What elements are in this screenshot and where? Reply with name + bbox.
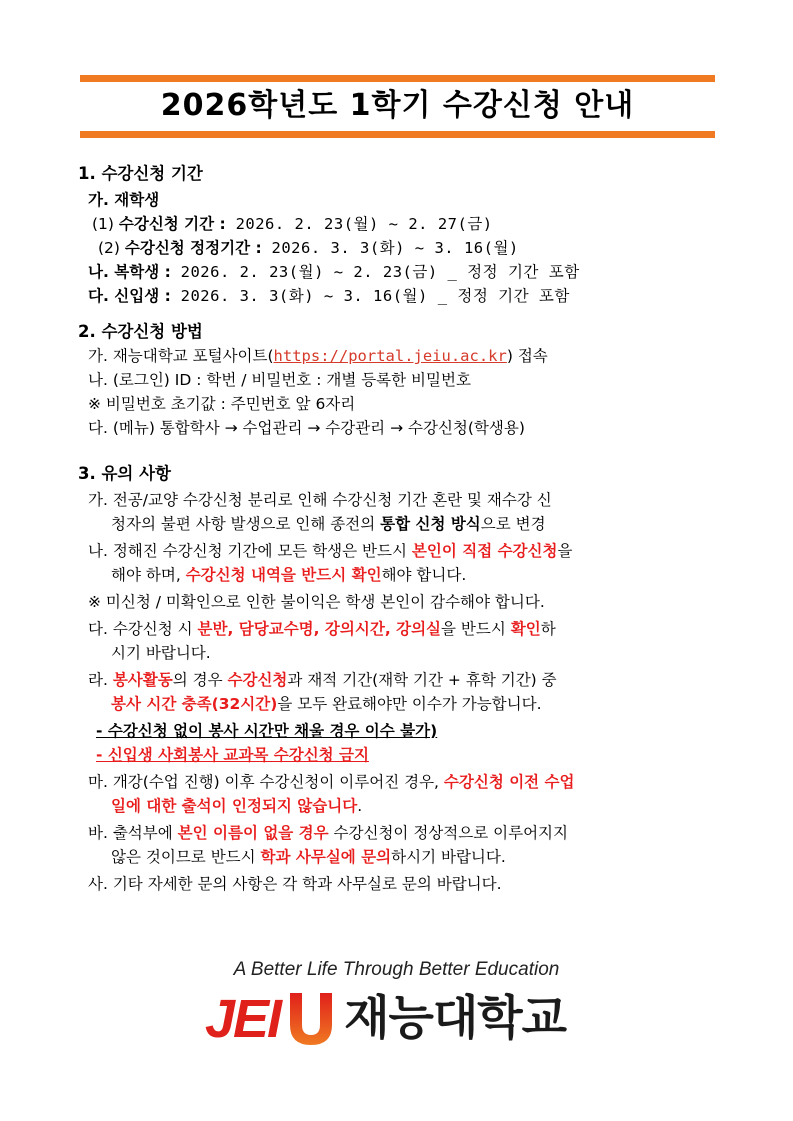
s3-na-line2 (78, 563, 718, 587)
s2-item-a (78, 344, 718, 368)
logo-jei-text: JEI (205, 989, 281, 1049)
s3-da-line1 (78, 617, 718, 641)
s3-ra2-red: 봉사 시간 충족(32시간) (111, 695, 278, 713)
s3-ra-line2 (78, 692, 718, 716)
s1-item-c (78, 284, 718, 308)
s3-ba2-post: 하시기 바랍니다. (391, 848, 506, 866)
s3-ra1-post: 과 재적 기간(재학 기간 + 휴학 기간) 중 (287, 671, 557, 689)
s2-item-b: 나. (로그인) ID : 학번 / 비밀번호 : 개별 등록한 비밀번호 (88, 371, 471, 389)
s3-na1-pre: 나. 정해진 수강신청 기간에 모든 학생은 반드시 (88, 542, 412, 560)
s3-na1-post: 을 (557, 542, 573, 560)
s1-b-label: 나. 복학생 : (88, 263, 171, 281)
s3-sa: 사. 기타 자세한 문의 사항은 각 학과 사무실로 문의 바랍니다. (88, 875, 502, 893)
s3-na2-post: 해야 합니다. (381, 566, 467, 584)
s1-a2-label: 수강신청 정정기간 : (124, 239, 262, 257)
s3-ra-line1 (78, 668, 718, 692)
s1-c-label: 다. 신입생 : (88, 287, 171, 305)
s1-a2-prefix: (2) (98, 239, 125, 257)
s3-ra1-pre: 라. (88, 671, 113, 689)
section-2-heading: 2. 수강신청 방법 (78, 322, 203, 341)
s3-na1-red: 본인이 직접 수강신청 (411, 542, 558, 560)
s2-note: ※ 비밀번호 초기값 : 주민번호 앞 6자리 (88, 395, 356, 413)
s3-ra1-red: 봉사활동 (112, 671, 173, 689)
s3-na2-pre: 해야 하며, (111, 566, 186, 584)
s3-da1-post: 하 (540, 620, 556, 638)
s3-da1-red2: 확인 (510, 620, 541, 638)
s2-item-c: 다. (메뉴) 통합학사 → 수업관리 → 수강관리 → 수강신청(학생용) (88, 419, 525, 437)
s1-a1-value: 2026. 2. 23(월) ~ 2. 27(금) (225, 215, 493, 233)
s2-a-post: ) 접속 (506, 347, 548, 365)
portal-link[interactable]: https://portal.jeiu.ac.kr (273, 347, 507, 365)
s3-ba-line1 (78, 821, 718, 845)
s3-ga2-pre: 청자의 불편 사항 발생으로 인해 종전의 (111, 515, 381, 533)
s3-ba1-post: 수강신청이 정상적으로 이루어지지 (328, 824, 568, 842)
s1-a1-prefix: (1) (92, 215, 119, 233)
s3-da1-pre: 다. 수강신청 시 (88, 620, 198, 638)
s2-a-pre: 가. 재능대학교 포털사이트( (88, 347, 274, 365)
notice-body (78, 162, 718, 896)
s3-ba1-pre: 바. 출석부에 (88, 824, 178, 842)
s3-na2-red: 수강신청 내역을 반드시 확인 (185, 566, 382, 584)
page-title: 2026학년도 1학기 수강신청 안내 (160, 88, 635, 123)
s3-ma1-red: 수강신청 이전 수업 (443, 773, 575, 791)
s3-ga-line2 (78, 512, 718, 536)
s1-item-b (78, 260, 718, 284)
s3-ra1-red2: 수강신청 (227, 671, 288, 689)
s1-item-a1 (78, 212, 718, 236)
university-logo (205, 988, 566, 1050)
s1-item-a: 가. 재학생 (88, 191, 160, 209)
s3-da1-red: 분반, 담당교수명, 강의시간, 강의실 (197, 620, 442, 638)
s3-ma1-pre: 마. 개강(수업 진행) 이후 수강신청이 이루어진 경우, (88, 773, 444, 791)
s3-ma2-red: 일에 대한 출석이 인정되지 않습니다 (111, 797, 358, 815)
s3-da1-mid: 을 반드시 (441, 620, 511, 638)
s3-ra2-post: 을 모두 완료해야만 이수가 가능합니다. (277, 695, 542, 713)
s1-b-value: 2026. 2. 23(월) ~ 2. 23(금) _ 정정 기간 포함 (170, 263, 580, 281)
s3-da-line2: 시기 바랍니다. (111, 644, 211, 662)
logo-u-mark-icon (288, 991, 334, 1047)
s3-note: ※ 미신청 / 미확인으로 인한 불이익은 학생 본인이 감수해야 합니다. (88, 593, 545, 611)
s3-ga2-bold: 통합 신청 방식 (380, 515, 481, 533)
section-1-heading: 1. 수강신청 기간 (78, 164, 203, 183)
s3-dash-1: - 수강신청 없이 봉사 시간만 채울 경우 이수 불가) (96, 722, 438, 740)
s3-ma-line2 (78, 794, 718, 818)
s3-ra1-mid: 의 경우 (172, 671, 228, 689)
s3-ga-line1: 가. 전공/교양 수강신청 분리로 인해 수강신청 기간 혼란 및 재수강 신 (88, 491, 552, 509)
s3-ba-line2 (78, 845, 718, 869)
s3-ba1-red: 본인 이름이 없을 경우 (177, 824, 329, 842)
s1-c-value: 2026. 3. 3(화) ~ 3. 16(월) _ 정정 기간 포함 (170, 287, 570, 305)
title-top-bar (80, 75, 715, 82)
s3-na-line1 (78, 539, 718, 563)
s3-ma-line1 (78, 770, 718, 794)
s3-ba2-red: 학과 사무실에 문의 (260, 848, 392, 866)
logo-korean-name: 재능대학교 (344, 991, 567, 1046)
s3-ga2-post: 으로 변경 (480, 515, 546, 533)
s1-a1-label: 수강신청 기간 : (118, 215, 226, 233)
section-3-heading: 3. 유의 사항 (78, 464, 171, 483)
s3-dash-2: - 신입생 사회봉사 교과목 수강신청 금지 (96, 746, 369, 764)
title-bottom-bar (80, 131, 715, 138)
s3-ba2-pre: 않은 것이므로 반드시 (111, 848, 261, 866)
s1-a2-value: 2026. 3. 3(화) ~ 3. 16(월) (261, 239, 519, 257)
s1-item-a2 (78, 236, 718, 260)
s3-ma2-post: . (357, 797, 363, 815)
footer-tagline: A Better Life Through Better Education (233, 959, 560, 980)
